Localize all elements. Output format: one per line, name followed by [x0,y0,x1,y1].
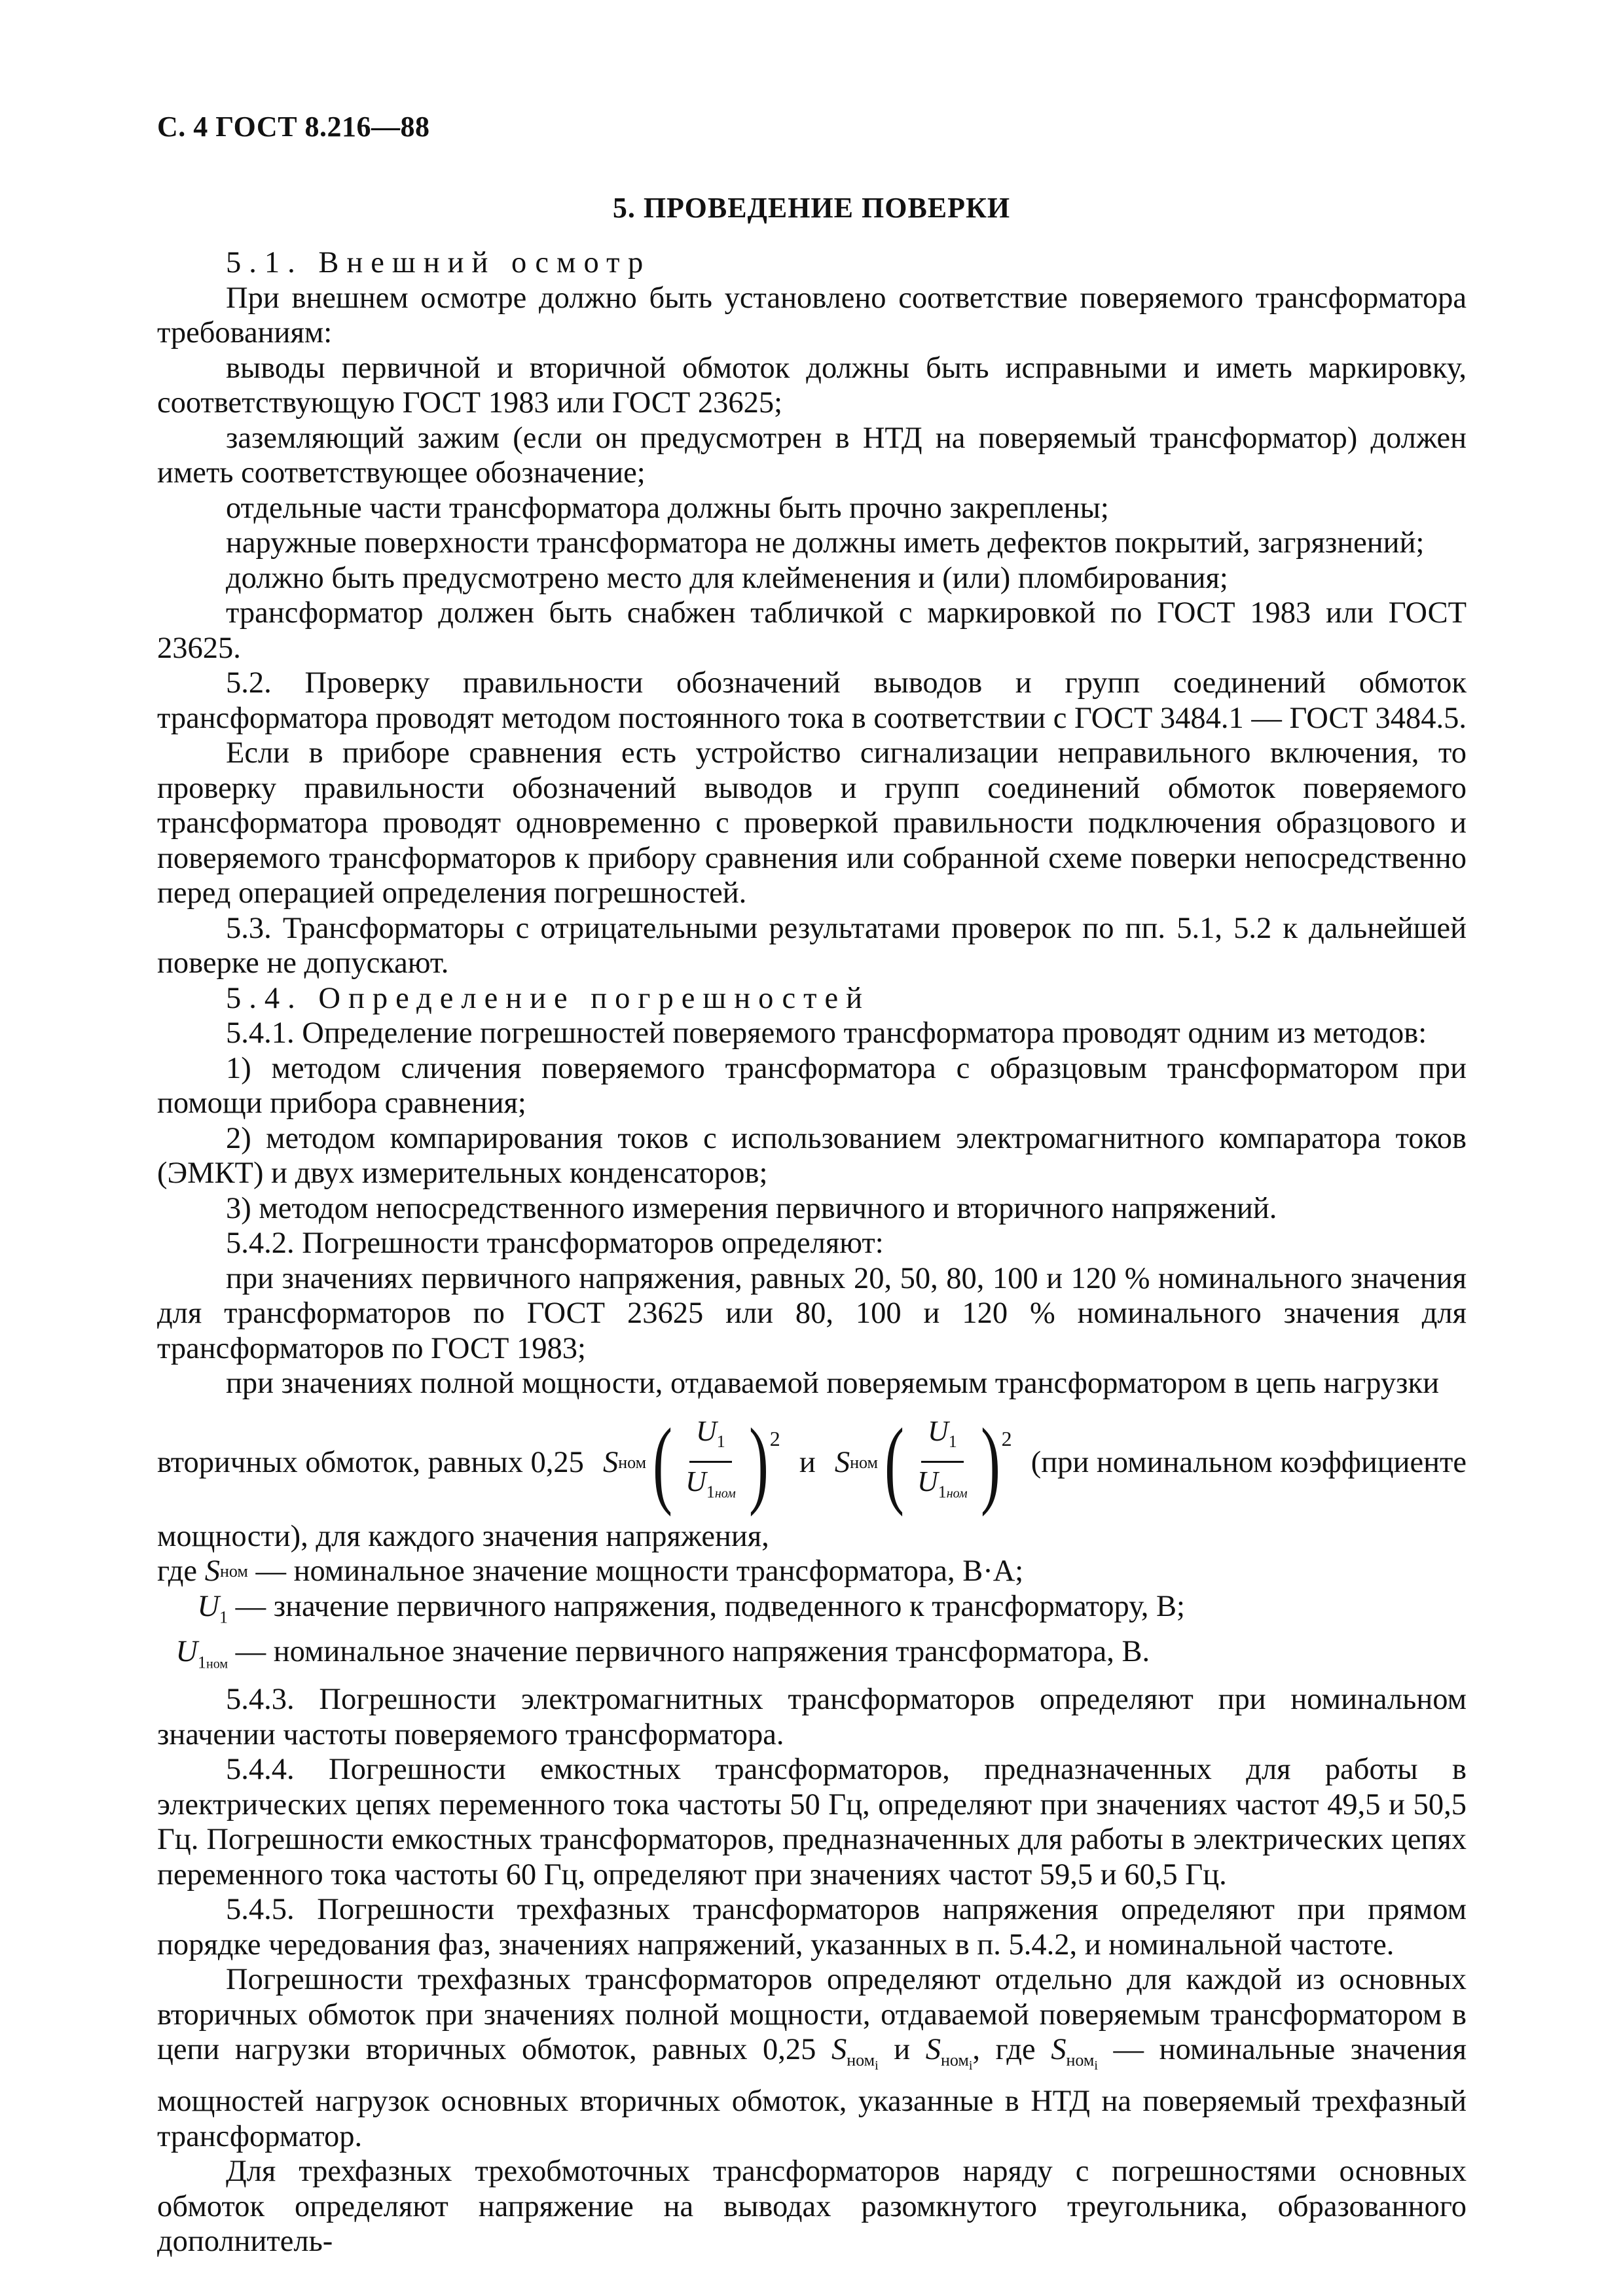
paragraph: Погрешности трехфазных трансформаторов определяют отдельно для каждой из основных вторичных обмоток при значениях полной мощности, отдаваемой поверяемым трансформатором в цепи нагрузки вторичных обмоток, равных 0,25 $S_{ном_i}$ и $S_{ном_i}$, где $S_{ном_i}$ — номинальные значения мощностей нагрузок основных вторичных обмоток, указанные в НТД на поверяемый трехфазный трансформатор. [157,1963,1467,2153]
paragraph: при значениях полной мощности, отдаваемой поверяемым трансформатором в цепь нагрузки [226,1367,1439,1400]
paragraph: выводы первичной и вторичной обмоток должны быть исправными и иметь маркировку, соответствующую ГОСТ 1983 или ГОСТ 23625; [157,351,1467,420]
paragraph: заземляющий зажим (если он предусмотрен в НТД на поверяемый трансформатор) должен иметь соответствующее обозначение; [157,421,1467,490]
paragraph: 2) методом компарирования токов с использованием электромагнитного компаратора токов (ЭМКТ) и двух измерительных конденсаторов; [157,1121,1467,1190]
formula-term-2: S ном ( $\frac{U_1}{U_{1ном}}$ ) 2 [834,1408,1012,1517]
paragraph: При внешнем осмотре должно быть установлено соответствие поверяемого трансформатора требованиям: [157,281,1467,350]
clause-5-4-title: 5.4. Определение погрешностей [226,981,870,1015]
definition-row: $U_{1ном}$ — номинальное значение первичного напряжения трансформатора, В. [175,1635,1150,1672]
paragraph: трансформатор должен быть снабжен табличкой с маркировкой по ГОСТ 1983 или ГОСТ 23625. [157,596,1467,665]
paragraph: 5.4.5. Погрешности трехфазных трансформаторов напряжения определяют при прямом порядке чередования фаз, значениях напряжений, указанных в п. 5.4.2, и номинальной частоте. [157,1893,1467,1962]
paragraph: 5.4.1. Определение погрешностей поверяемого трансформатора проводят одним из методов: [226,1016,1427,1050]
paragraph: 5.2. Проверку правильности обозначений выводов и групп соединений обмоток трансформатора проводят методом постоянного тока в соответствии с ГОСТ 3484.1 — ГОСТ 3484.5. [157,666,1467,735]
paragraph: 1) методом сличения поверяемого трансформатора с образцовым трансформатором при помощи прибора сравнения; [157,1051,1467,1120]
section-title: 5. ПРОВЕДЕНИЕ ПОВЕРКИ [612,192,1011,224]
paragraph: 3) методом непосредственного измерения первичного и вторичного напряжений. [226,1191,1277,1225]
paragraph: мощности), для каждого значения напряжения, [157,1519,769,1553]
definition-row: $U_1$ — значение первичного напряжения, подведенного к трансформатору, В; [197,1589,1185,1626]
formula-line [157,1407,1467,1519]
paragraph: при значениях первичного напряжения, равных 20, 50, 80, 100 и 120 % номинального значения для трансформаторов по ГОСТ 23625 или 80, 100 и 120 % номинального значения для трансформаторов по ГОСТ 1983; [157,1261,1467,1365]
clause-5-1-title: 5.1. Внешний осмотр [226,246,651,279]
paragraph: должно быть предусмотрено место для клейменения и (или) пломбирования; [226,561,1228,595]
fraction: $\frac{U_1}{U_{1ном}}$ [685,1415,736,1501]
paragraph: 5.4.3. Погрешности электромагнитных трансформаторов определяют при номинальном значении частоты поверяемого трансформатора. [157,1683,1467,1751]
page-header: С. 4 ГОСТ 8.216—88 [157,111,430,143]
document-body [157,245,1467,2259]
definition-row: где S ном — номинальное значение мощности трансформатора, В·А; [157,1554,1024,1588]
formula-tail: (при номинальном коэффициенте [1030,1445,1467,1479]
paragraph: 5.3. Трансформаторы с отрицательными результатами проверок по пп. 5.1, 5.2 к дальнейшей поверке не допускают. [157,911,1467,980]
definitions [157,1554,1467,1682]
paragraph: Если в приборе сравнения есть устройство сигнализации неправильного включения, то проверку правильности обозначений выводов и групп соединений обмоток поверяемого трансформатора проводят одновременно с проверкой правильности подключения образцового и поверяемого трансформаторов к прибору сравнения или собранной схеме поверки непосредственно перед операцией определения погрешностей. [157,736,1467,910]
formula-term-1: S ном ( $\frac{U_1}{U_{1ном}}$ ) 2 [602,1408,780,1517]
paragraph: 5.4.2. Погрешности трансформаторов определяют: [226,1227,884,1260]
formula-lead: вторичных обмоток, равных 0,25 [157,1445,584,1479]
fraction: $\frac{U_1}{U_{1ном}}$ [917,1415,968,1501]
paragraph: 5.4.4. Погрешности емкостных трансформаторов, предназначенных для работы в электрических цепях переменного тока частоты 50 Гц, определяют при значениях частот 49,5 и 50,5 Гц. Погрешности емкостных трансформаторов, предназначенных для работы в электрических цепях переменного тока частоты 60 Гц, определяют при значениях частот 59,5 и 60,5 Гц. [157,1753,1467,1892]
paragraph: Для трехфазных трехобмоточных трансформаторов наряду с погрешностями основных обмоток определяют напряжение на выводах разомкнутого треугольника, образованного дополнитель- [157,2155,1467,2259]
paragraph: наружные поверхности трансформатора не должны иметь дефектов покрытий, загрязнений; [226,526,1425,560]
paragraph: отдельные части трансформатора должны быть прочно закреплены; [226,491,1109,525]
formula-and: и [799,1445,816,1479]
